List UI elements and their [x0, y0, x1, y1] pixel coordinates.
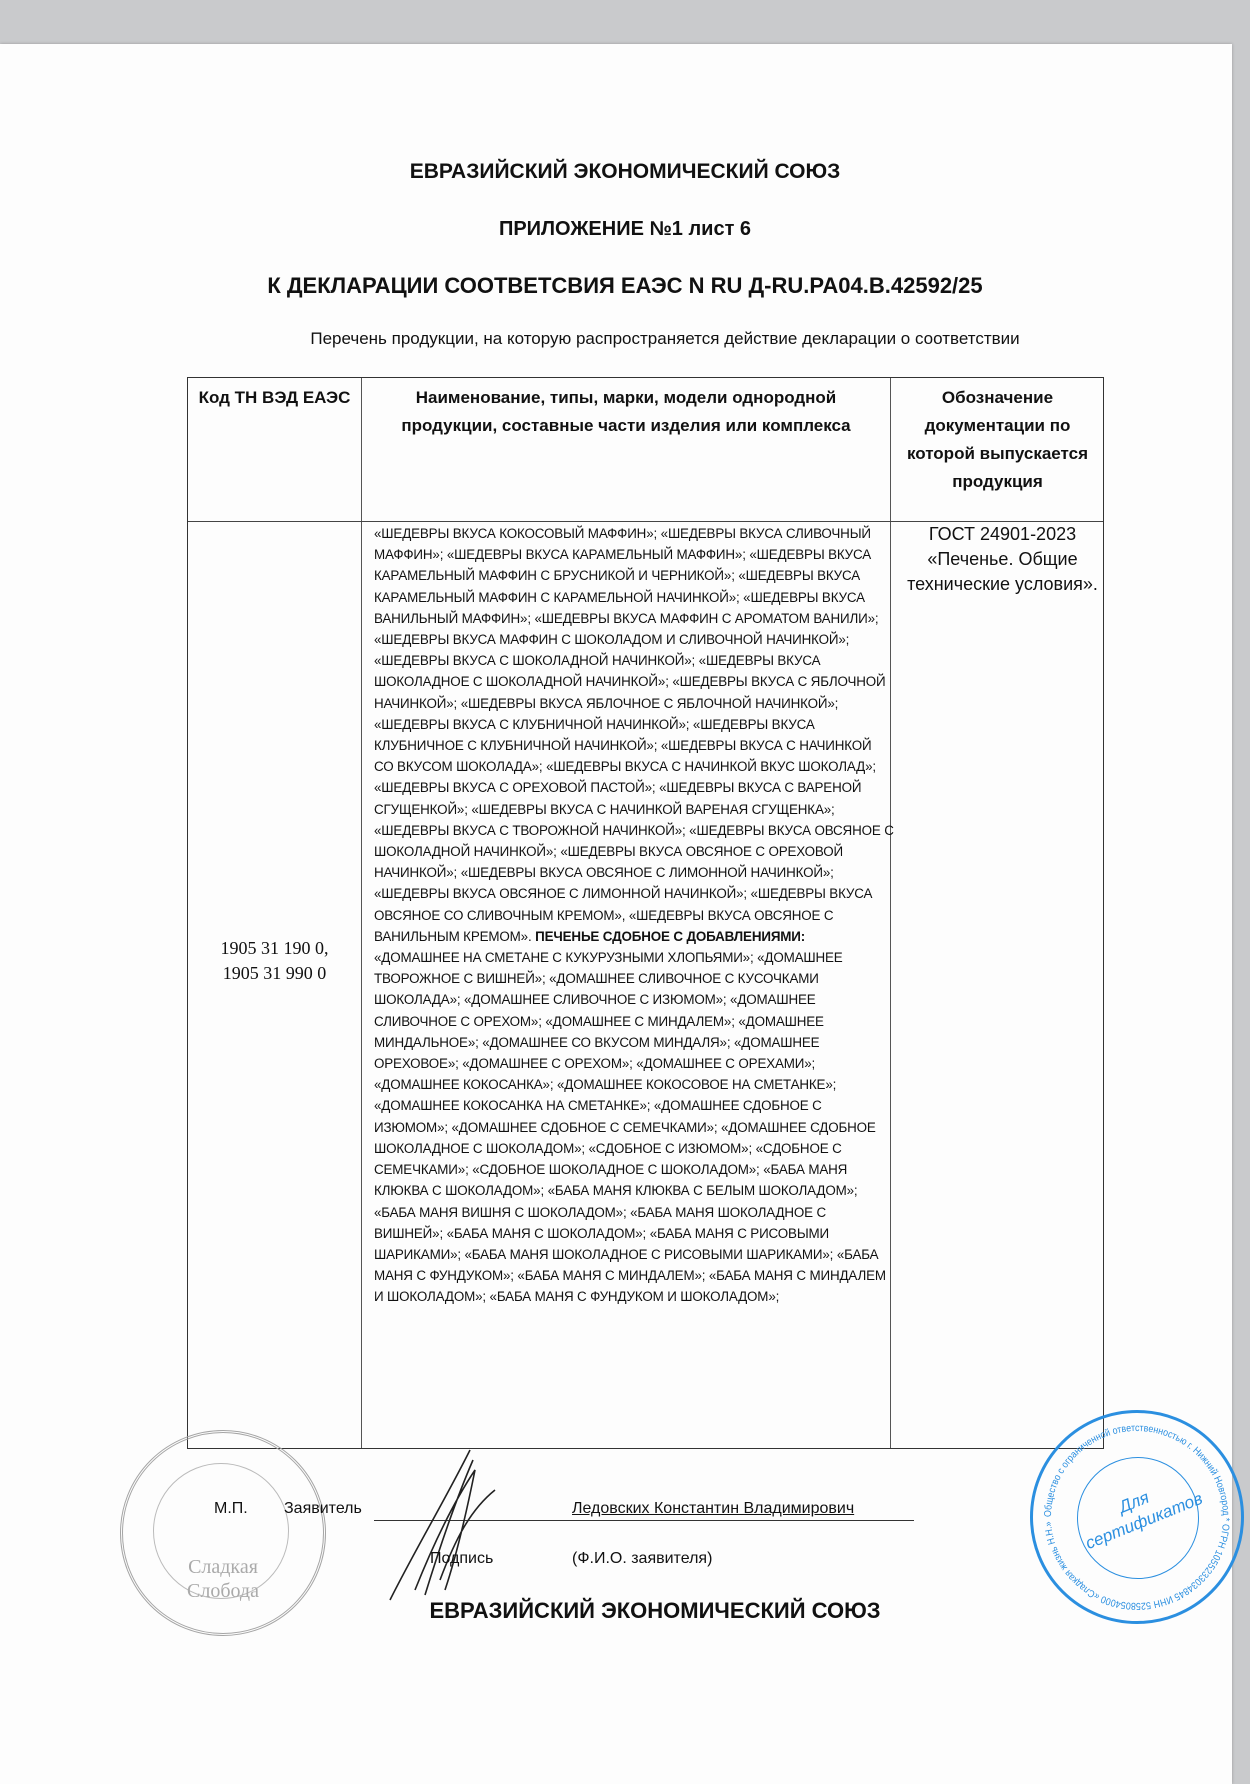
name-caption: (Ф.И.О. заявителя) [572, 1550, 713, 1567]
seal-ring [1033, 1413, 1241, 1621]
svg-text:Общество с ограниченной ответс [1042, 1423, 1231, 1611]
standard-reference: ГОСТ 24901-2023 «Печенье. Общие технические условия». [907, 524, 1098, 594]
signature-caption: Подпись [430, 1550, 494, 1567]
product-list [374, 523, 894, 1308]
seal-label: М.П. [214, 1500, 248, 1517]
seal-center-text: Для сертификатов [1082, 1487, 1206, 1554]
declaration-title: К ДЕКЛАРАЦИИ СООТВЕТСВИЯ ЕАЭС N RU Д-RU.PA04.B.42592/25 [267, 273, 983, 298]
product-list-part1: «ШЕДЕВРЫ ВКУСА КОКОСОВЫЙ МАФФИН»; «ШЕДЕВРЫ ВКУСА СЛИВОЧНЫЙ МАФФИН»; «ШЕДЕВРЫ ВКУСА КАРАМЕЛЬНЫЙ МАФФИН»; «ШЕДЕВРЫ ВКУСА КАРАМЕЛЬНЫЙ МАФФИН С БРУСНИКОЙ И ЧЕРНИКОЙ»; «ШЕДЕВРЫ ВКУСА КАРАМЕЛЬНЫЙ МАФФИН С КАРАМЕЛЬНОЙ НАЧИНКОЙ»; «ШЕДЕВРЫ ВКУСА ВАНИЛЬНЫЙ МАФФИН»; «ШЕДЕВРЫ ВКУСА МАФФИН С АРОМАТОМ ВАНИЛИ»; «ШЕДЕВРЫ ВКУСА МАФФИН С ШОКОЛАДОМ И СЛИВОЧНОЙ НАЧИНКОЙ»; «ШЕДЕВРЫ ВКУСА С ШОКОЛАДНОЙ НАЧИНКОЙ»; «ШЕДЕВРЫ ВКУСА ШОКОЛАДНОЕ С ШОКОЛАДНОЙ НАЧИНКОЙ»; «ШЕДЕВРЫ ВКУСА С ЯБЛОЧНОЙ НАЧИНКОЙ»; «ШЕДЕВРЫ ВКУСА ЯБЛОЧНОЕ С ЯБЛОЧНОЙ НАЧИНКОЙ»; «ШЕДЕВРЫ ВКУСА С КЛУБНИЧНОЙ НАЧИНКОЙ»; «ШЕДЕВРЫ ВКУСА КЛУБНИЧНОЕ С КЛУБНИЧНОЙ НАЧИНКОЙ»; «ШЕДЕВРЫ ВКУСА С НАЧИНКОЙ СО ВКУСОМ ШОКОЛАДА»; «ШЕДЕВРЫ ВКУСА С НАЧИНКОЙ ВКУС ШОКОЛАД»; «ШЕДЕВРЫ ВКУСА С ОРЕХОВОЙ ПАСТОЙ»; «ШЕДЕВРЫ ВКУСА С ВАРЕНОЙ СГУЩЕНКОЙ»; «ШЕДЕВРЫ ВКУСА С НАЧИНКОЙ ВАРЕНАЯ СГУЩЕНКА»; «ШЕДЕВРЫ ВКУСА С ТВОРОЖНОЙ НАЧИНКОЙ»; «ШЕДЕВРЫ ВКУСА ОВСЯНОЕ С ШОКОЛАДНОЙ НАЧИНКОЙ»; «ШЕДЕВРЫ ВКУСА ОВСЯНОЕ С ОРЕХОВОЙ НАЧИНКОЙ»; «ШЕДЕВРЫ ВКУСА ОВСЯНОЕ С ЛИМОННОЙ НАЧИНКОЙ»; «ШЕДЕВРЫ ВКУСА ОВСЯНОЕ С ЛИМОННОЙ НАЧИНКОЙ»; «ШЕДЕВРЫ ВКУСА ОВСЯНОЕ СО СЛИВОЧНЫМ КРЕМОМ», «ШЕДЕВРЫ ВКУСА ОВСЯНОЕ С ВАНИЛЬНЫМ КРЕМОМ». [374, 526, 894, 944]
applicant-name: Ледовских Константин Владимирович [572, 1500, 855, 1517]
handwritten-signature [385, 1440, 505, 1610]
column-header-name: Наименование, типы, марки, модели однородной продукции, составные части изделия или комплекса [401, 388, 851, 435]
union-title: ЕВРАЗИЙСКИЙ ЭКОНОМИЧЕСКИЙ СОЮЗ [409, 160, 841, 183]
products-table [187, 377, 1104, 1449]
applicant-label: Заявитель [284, 1500, 362, 1517]
footer-union-title: ЕВРАЗИЙСКИЙ ЭКОНОМИЧЕСКИЙ СОЮЗ [429, 1598, 881, 1623]
hs-code: 1905 31 190 0, [220, 938, 329, 958]
category-label: ПЕЧЕНЬЕ СДОБНОЕ С ДОБАВЛЕНИЯМИ: [535, 928, 806, 944]
list-subtitle: Перечень продукции, на которую распространяется действие декларации о соответствии [310, 329, 1020, 348]
company-seal-right [1030, 1410, 1244, 1624]
seal-ring-text: Общество с ограниченной ответственностью г. Нижний Новгород * ОГРН 1055233034845 ИНН 5258054000 «Сладкая жизнь Н.Н.» [1042, 1422, 1232, 1612]
hs-code: 1905 31 990 0 [222, 963, 327, 983]
column-divider [361, 378, 362, 1448]
hs-codes [188, 936, 361, 986]
product-list-part2: «ДОМАШНЕЕ НА СМЕТАНЕ С КУКУРУЗНЫМИ ХЛОПЬЯМИ»; «ДОМАШНЕЕ ТВОРОЖНОЕ С ВИШНЕЙ»; «ДОМАШНЕЕ СЛИВОЧНОЕ С КУСОЧКАМИ ШОКОЛАДА»; «ДОМАШНЕЕ СЛИВОЧНОЕ С ИЗЮМОМ»; «ДОМАШНЕЕ СЛИВОЧНОЕ С ОРЕХОМ»; «ДОМАШНЕЕ С МИНДАЛЕМ»; «ДОМАШНЕЕ МИНДАЛЬНОЕ»; «ДОМАШНЕЕ СО ВКУСОМ МИНДАЛЯ»; «ДОМАШНЕЕ ОРЕХОВОЕ»; «ДОМАШНЕЕ С ОРЕХОМ»; «ДОМАШНЕЕ С ОРЕХАМИ»; «ДОМАШНЕЕ КОКОСАНКА»; «ДОМАШНЕЕ КОКОСОВОЕ НА СМЕТАНКЕ»; «ДОМАШНЕЕ КОКОСАНКА НА СМЕТАНКЕ»; «ДОМАШНЕЕ СДОБНОЕ С ИЗЮМОМ»; «ДОМАШНЕЕ СДОБНОЕ С СЕМЕЧКАМИ»; «ДОМАШНЕЕ СДОБНОЕ ШОКОЛАДНОЕ С ШОКОЛАДОМ»; «СДОБНОЕ С ИЗЮМОМ»; «СДОБНОЕ С СЕМЕЧКАМИ»; «СДОБНОЕ ШОКОЛАДНОЕ С ШОКОЛАДОМ»; «БАБА МАНЯ КЛЮКВА С ШОКОЛАДОМ»; «БАБА МАНЯ КЛЮКВА С БЕЛЫМ ШОКОЛАДОМ»; «БАБА МАНЯ ВИШНЯ С ШОКОЛАДОМ»; «БАБА МАНЯ ШОКОЛАДНОЕ С ВИШНЕЙ»; «БАБА МАНЯ С ШОКОЛАДОМ»; «БАБА МАНЯ С РИСОВЫМИ ШАРИКАМИ»; «БАБА МАНЯ ШОКОЛАДНОЕ С РИСОВЫМИ ШАРИКАМИ»; «БАБА МАНЯ С ФУНДУКОМ»; «БАБА МАНЯ С МИНДАЛЕМ»; «БАБА МАНЯ С МИНДАЛЕМ И ШОКОЛАДОМ»; «БАБА МАНЯ С ФУНДУКОМ И ШОКОЛАДОМ»; [374, 950, 886, 1305]
seal-text: Сладкая Слобода [187, 1556, 259, 1602]
appendix-title: ПРИЛОЖЕНИЕ №1 лист 6 [498, 218, 752, 240]
column-header-docs: Обозначение документации по которой выпускается продукция [906, 388, 1089, 491]
column-header-code: Код ТН ВЭД ЕАЭС [198, 388, 351, 407]
